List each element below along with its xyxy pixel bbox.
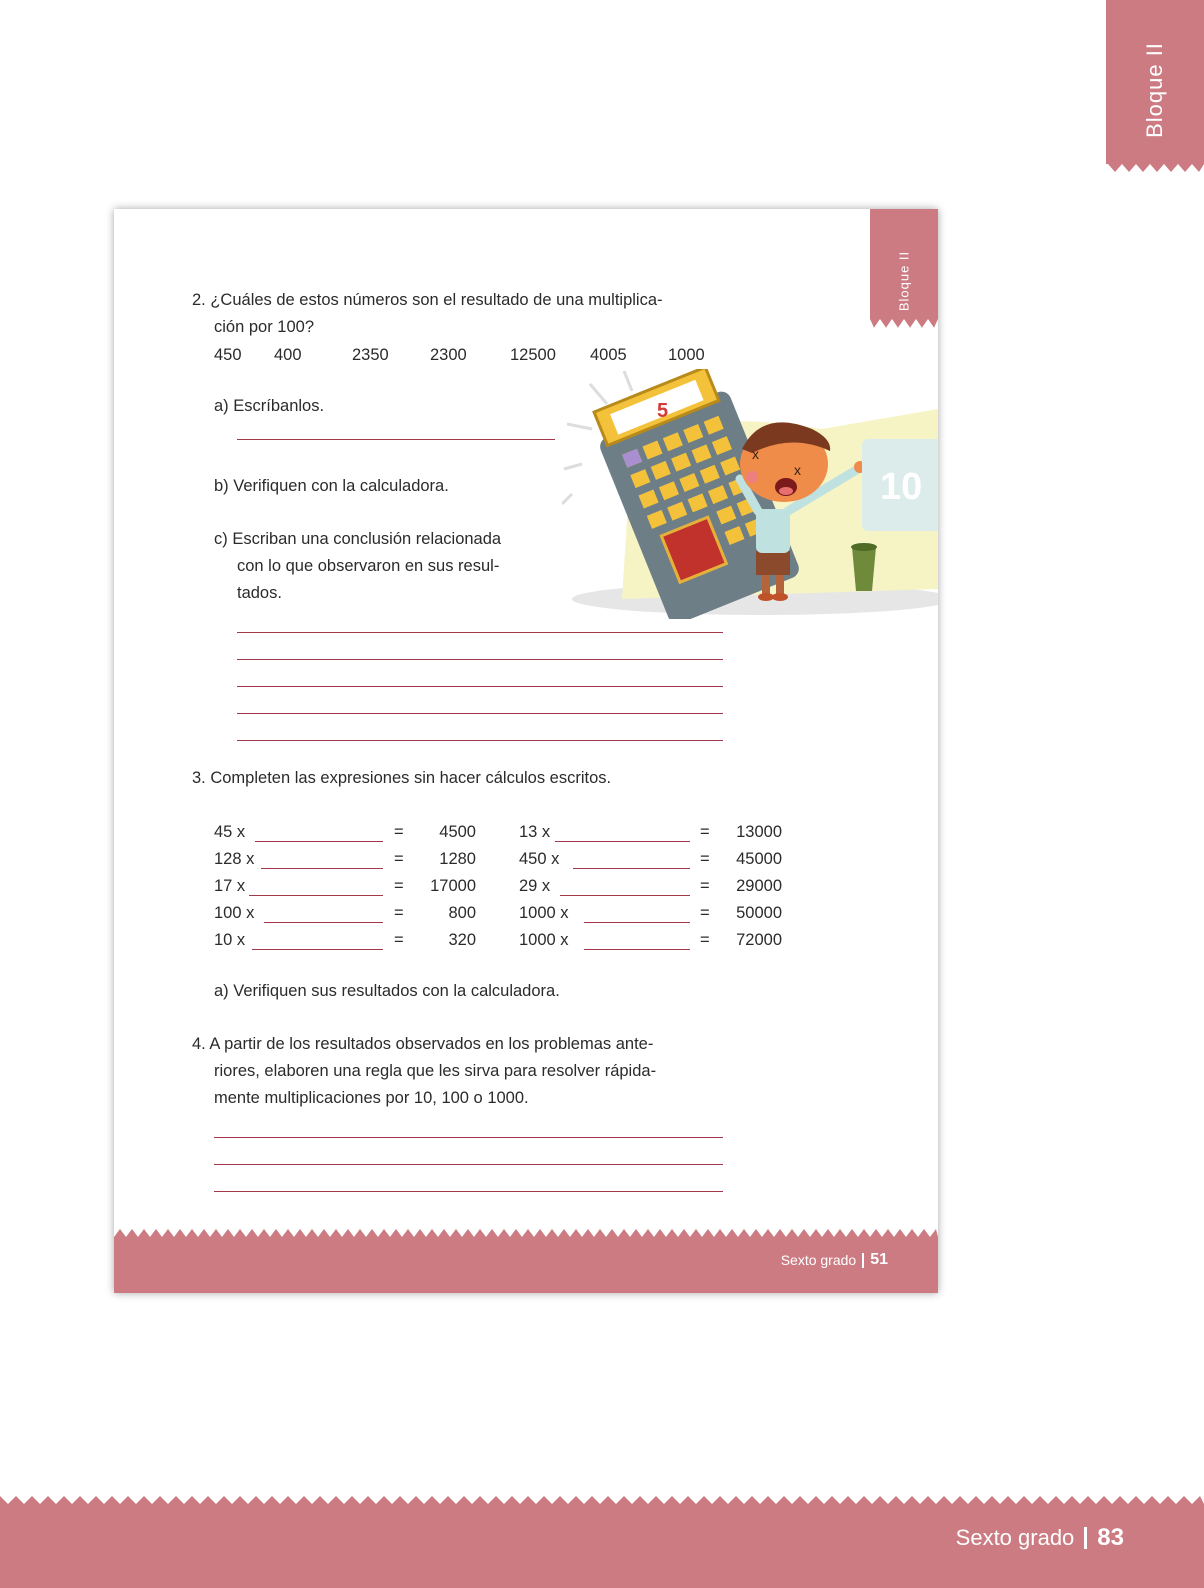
blank-input-line[interactable] — [249, 895, 383, 896]
inner-footer — [114, 1237, 938, 1293]
expression-lhs: 100 x — [214, 904, 255, 922]
equals-sign: = — [394, 850, 404, 868]
calculator-boy-illustration — [562, 369, 938, 619]
expression-lhs: 45 x — [214, 823, 246, 841]
expression-result: 29000 — [736, 877, 782, 895]
expression-lhs: 1000 x — [519, 931, 569, 949]
expression-result: 72000 — [736, 931, 782, 949]
expression-result: 50000 — [736, 904, 782, 922]
q3-a-text: a) Verifiquen sus resultados con la calculadora. — [214, 982, 560, 1000]
inner-footer-label: Sexto grado — [780, 1252, 857, 1268]
equals-sign: = — [394, 931, 404, 949]
q4-line1: 4. A partir de los resultados observados en los problemas ante- — [192, 1035, 654, 1053]
number-option: 2350 — [352, 346, 389, 364]
zigzag-edge — [870, 319, 938, 329]
number-option: 4005 — [590, 346, 627, 364]
answer-line-q2c[interactable] — [237, 740, 723, 741]
equals-sign: = — [700, 850, 710, 868]
equals-sign: = — [700, 823, 710, 841]
outer-page-number: 83 — [1097, 1524, 1124, 1551]
equals-sign: = — [394, 904, 404, 922]
blank-input-line[interactable] — [255, 841, 383, 842]
expression-lhs: 10 x — [214, 931, 246, 949]
q2-line2: ción por 100? — [214, 318, 314, 336]
expression-lhs: 29 x — [519, 877, 551, 895]
footer-separator — [862, 1253, 864, 1268]
expression-result: 320 — [448, 931, 476, 949]
outer-footer-label: Sexto grado — [955, 1525, 1075, 1550]
bloque-tab — [1106, 0, 1204, 164]
blank-input-line[interactable] — [261, 868, 383, 869]
card-number: 10 — [880, 466, 923, 508]
number-option: 2300 — [430, 346, 467, 364]
equals-sign: = — [394, 877, 404, 895]
q4-line2: riores, elaboren una regla que les sirva para resolver rápida- — [214, 1062, 657, 1080]
inner-bloque-tab — [870, 209, 938, 319]
blank-input-line[interactable] — [573, 868, 690, 869]
number-option: 1000 — [668, 346, 705, 364]
zigzag-edge — [0, 1494, 1204, 1504]
zigzag-edge — [1106, 164, 1204, 174]
inner-page — [114, 209, 938, 1293]
number-option: 400 — [274, 346, 302, 364]
expression-result: 13000 — [736, 823, 782, 841]
answer-line-q2c[interactable] — [237, 659, 723, 660]
expression-lhs: 1000 x — [519, 904, 569, 922]
number-option: 12500 — [510, 346, 556, 364]
expression-result: 800 — [448, 904, 476, 922]
answer-line-q4[interactable] — [214, 1191, 723, 1192]
svg-text:x: x — [794, 462, 801, 478]
number-option: 450 — [214, 346, 242, 364]
expression-lhs: 128 x — [214, 850, 255, 868]
answer-line-q4[interactable] — [214, 1137, 723, 1138]
expression-result: 17000 — [430, 877, 476, 895]
svg-text:x: x — [752, 446, 759, 462]
equals-sign: = — [700, 904, 710, 922]
q2-c-line1: c) Escriban una conclusión relacionada — [214, 530, 502, 548]
equals-sign: = — [700, 931, 710, 949]
blank-input-line[interactable] — [264, 922, 383, 923]
q2-c-line3: tados. — [237, 584, 282, 602]
blank-input-line[interactable] — [584, 922, 690, 923]
q3-title: 3. Completen las expresiones sin hacer cálculos escritos. — [192, 769, 612, 787]
expression-result: 1280 — [439, 850, 476, 868]
q2-c-line2: con lo que observaron en sus resul- — [237, 557, 500, 575]
blank-input-line[interactable] — [560, 895, 690, 896]
q2-b-text: b) Verifiquen con la calculadora. — [214, 477, 449, 495]
expression-lhs: 450 x — [519, 850, 560, 868]
calculator-display-digit: 5 — [657, 400, 669, 422]
expression-result: 45000 — [736, 850, 782, 868]
answer-line-q4[interactable] — [214, 1164, 723, 1165]
inner-page-number: 51 — [870, 1251, 888, 1268]
answer-line-q2c[interactable] — [237, 713, 723, 714]
zigzag-edge — [114, 1227, 938, 1237]
equals-sign: = — [700, 877, 710, 895]
blank-input-line[interactable] — [584, 949, 690, 950]
footer-separator — [1084, 1527, 1087, 1549]
expression-result: 4500 — [439, 823, 476, 841]
outer-footer — [0, 1504, 1204, 1588]
blank-input-line[interactable] — [555, 841, 690, 842]
expression-lhs: 13 x — [519, 823, 551, 841]
q2-line1: 2. ¿Cuáles de estos números son el resultado de una multiplica- — [192, 291, 663, 309]
equals-sign: = — [394, 823, 404, 841]
answer-line-q2c[interactable] — [237, 686, 723, 687]
blank-input-line[interactable] — [252, 949, 383, 950]
expression-lhs: 17 x — [214, 877, 246, 895]
answer-line-q2a[interactable] — [237, 439, 555, 440]
q4-line3: mente multiplicaciones por 10, 100 o 1000. — [214, 1089, 529, 1107]
bloque-tab-label: Bloque II — [1142, 42, 1167, 138]
q2-a-text: a) Escríbanlos. — [214, 397, 325, 415]
answer-line-q2c[interactable] — [237, 632, 723, 633]
inner-bloque-tab-label: Bloque II — [896, 250, 912, 312]
